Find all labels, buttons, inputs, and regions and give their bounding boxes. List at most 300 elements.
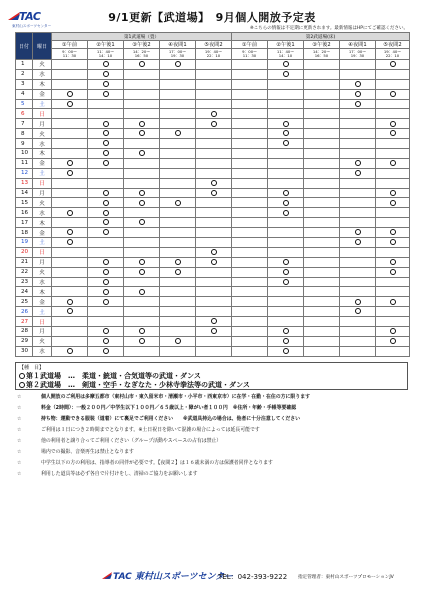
slot-cell <box>160 228 196 238</box>
available-circle-icon <box>103 229 109 235</box>
available-circle-icon <box>103 130 109 136</box>
slot-cell <box>376 149 410 159</box>
slot-cell <box>196 129 232 139</box>
weekday: 月 <box>33 257 52 267</box>
slot-cell <box>340 287 376 297</box>
slot-cell <box>376 119 410 129</box>
slot-cell <box>196 139 232 149</box>
slot-cell <box>88 307 124 317</box>
slot-cell <box>376 168 410 178</box>
slot-cell <box>304 238 340 248</box>
star-icon: ☆ <box>17 416 22 422</box>
slot-cell <box>268 238 304 248</box>
available-circle-icon <box>139 130 145 136</box>
slot-cell <box>88 218 124 228</box>
slot-cell <box>196 178 232 188</box>
weekday: 火 <box>33 336 52 346</box>
weekday: 水 <box>33 277 52 287</box>
footer-logo <box>102 569 232 583</box>
available-circle-icon <box>103 328 109 334</box>
slot-cell <box>52 277 88 287</box>
slot-cell <box>340 238 376 248</box>
available-circle-icon <box>103 210 109 216</box>
weekday: 木 <box>33 149 52 159</box>
note-text: 中学生以下の方の利用は、指導者の同伴が必要です。【夜間２】は１６歳未満の方は保護者同伴となります <box>41 460 273 466</box>
slot-cell <box>88 346 124 356</box>
footer-phone: TEL：042-393-9222 <box>218 573 288 581</box>
slot-cell <box>268 198 304 208</box>
slot-cell <box>88 139 124 149</box>
note-item <box>15 416 410 427</box>
available-circle-icon <box>283 348 289 354</box>
slot-cell <box>340 158 376 168</box>
available-circle-icon <box>390 239 396 245</box>
slot-cell <box>340 168 376 178</box>
day-number: 23 <box>16 277 33 287</box>
table-row <box>16 327 410 337</box>
available-circle-icon <box>139 200 145 206</box>
day-number: 22 <box>16 267 33 277</box>
available-circle-icon <box>139 289 145 295</box>
available-circle-icon <box>283 328 289 334</box>
slot-header: ④夜間1 <box>160 41 196 49</box>
slot-time: 19：40～ 22：10 <box>196 49 232 60</box>
available-circle-icon <box>211 328 217 334</box>
slot-cell <box>160 238 196 248</box>
slot-cell <box>52 69 88 79</box>
slot-cell <box>52 287 88 297</box>
slot-cell <box>232 129 268 139</box>
slot-cell <box>232 168 268 178</box>
available-circle-icon <box>355 229 361 235</box>
available-circle-icon <box>103 150 109 156</box>
legend-hall1-text: 第１武道場 … 柔道・銃道・合気道等の武道・ダンス <box>26 372 201 380</box>
slot-cell <box>232 317 268 327</box>
day-number: 14 <box>16 188 33 198</box>
slot-cell <box>376 139 410 149</box>
slot-time: 9：00～ 11：30 <box>232 49 268 60</box>
table-row <box>16 247 410 257</box>
slot-cell <box>340 336 376 346</box>
logo-word: TAC <box>19 10 41 23</box>
slot-cell <box>304 119 340 129</box>
slot-cell <box>232 257 268 267</box>
slot-cell <box>376 257 410 267</box>
weekday: 日 <box>33 247 52 257</box>
available-circle-icon <box>211 111 217 117</box>
slot-time: 9：00～ 11：30 <box>52 49 88 60</box>
slot-cell <box>232 139 268 149</box>
slot-cell <box>376 198 410 208</box>
slot-cell <box>376 129 410 139</box>
slot-cell <box>124 139 160 149</box>
slot-cell <box>304 60 340 70</box>
slot-cell <box>124 168 160 178</box>
slot-cell <box>376 238 410 248</box>
available-circle-icon <box>283 279 289 285</box>
weekday: 月 <box>33 188 52 198</box>
note-text: 他の利用者と譲り合ってご利用ください（グループ活動やスペースの占有は禁止） <box>41 438 222 444</box>
slot-cell <box>88 129 124 139</box>
slot-cell <box>88 208 124 218</box>
available-circle-icon <box>283 338 289 344</box>
weekday: 火 <box>33 267 52 277</box>
slot-cell <box>124 149 160 159</box>
usage-notes <box>15 394 410 482</box>
slot-cell <box>196 208 232 218</box>
slot-cell <box>160 346 196 356</box>
available-circle-icon <box>67 229 73 235</box>
slot-cell <box>304 247 340 257</box>
slot-cell <box>232 228 268 238</box>
slot-cell <box>340 218 376 228</box>
slot-cell <box>124 69 160 79</box>
weekday: 土 <box>33 99 52 109</box>
slot-cell <box>88 60 124 70</box>
slot-cell <box>268 69 304 79</box>
slot-cell <box>124 317 160 327</box>
slot-cell <box>52 346 88 356</box>
slot-cell <box>340 208 376 218</box>
slot-cell <box>232 69 268 79</box>
slot-cell <box>124 267 160 277</box>
available-circle-icon <box>175 269 181 275</box>
slot-cell <box>124 208 160 218</box>
day-number: 3 <box>16 79 33 89</box>
slot-cell <box>376 60 410 70</box>
slot-cell <box>196 60 232 70</box>
slot-header: ⑤夜間2 <box>196 41 232 49</box>
slot-cell <box>196 188 232 198</box>
slot-cell <box>160 168 196 178</box>
available-circle-icon <box>390 160 396 166</box>
available-circle-icon <box>283 121 289 127</box>
available-circle-icon <box>67 160 73 166</box>
slot-cell <box>268 60 304 70</box>
table-row <box>16 336 410 346</box>
slot-cell <box>88 99 124 109</box>
slot-cell <box>160 208 196 218</box>
available-circle-icon <box>355 160 361 166</box>
slot-cell <box>88 257 124 267</box>
slot-cell <box>160 327 196 337</box>
slot-cell <box>124 60 160 70</box>
slot-cell <box>52 247 88 257</box>
table-row <box>16 119 410 129</box>
slot-cell <box>304 89 340 99</box>
slot-cell <box>232 267 268 277</box>
slot-cell <box>268 267 304 277</box>
slot-cell <box>232 158 268 168</box>
slot-cell <box>304 228 340 238</box>
slot-cell <box>268 208 304 218</box>
slot-cell <box>340 149 376 159</box>
weekday: 水 <box>33 346 52 356</box>
slot-cell <box>88 168 124 178</box>
available-circle-icon <box>103 61 109 67</box>
slot-cell <box>340 69 376 79</box>
slot-cell <box>124 238 160 248</box>
day-number: 7 <box>16 119 33 129</box>
slot-cell <box>124 218 160 228</box>
slot-cell <box>340 79 376 89</box>
slot-cell <box>160 139 196 149</box>
star-icon: ☆ <box>17 449 22 455</box>
table-row <box>16 60 410 70</box>
slot-cell <box>304 198 340 208</box>
slot-cell <box>304 307 340 317</box>
day-number: 18 <box>16 228 33 238</box>
logo-swoosh-icon <box>102 572 112 579</box>
slot-cell <box>340 198 376 208</box>
available-circle-icon <box>139 259 145 265</box>
available-circle-icon <box>139 269 145 275</box>
note-item <box>15 471 410 482</box>
available-circle-icon <box>211 249 217 255</box>
day-number: 1 <box>16 60 33 70</box>
available-circle-icon <box>211 190 217 196</box>
slot-cell <box>160 89 196 99</box>
available-circle-icon <box>283 200 289 206</box>
slot-cell <box>196 327 232 337</box>
available-circle-icon <box>355 91 361 97</box>
slot-cell <box>160 277 196 287</box>
slot-cell <box>196 287 232 297</box>
weekday: 金 <box>33 297 52 307</box>
slot-cell <box>52 109 88 119</box>
slot-cell <box>160 60 196 70</box>
slot-cell <box>232 327 268 337</box>
available-circle-icon <box>390 190 396 196</box>
slot-cell <box>376 277 410 287</box>
table-row <box>16 129 410 139</box>
slot-cell <box>196 89 232 99</box>
note-text: 持ち物：運動できる服装（道着）にて裏足でご利用ください ※武道具持込の場合は、他者に十分注意してください <box>41 416 301 422</box>
slot-header: ①午前 <box>232 41 268 49</box>
slot-cell <box>304 346 340 356</box>
slot-cell <box>376 307 410 317</box>
day-number: 15 <box>16 198 33 208</box>
circle-icon <box>19 373 25 379</box>
slot-cell <box>52 267 88 277</box>
available-circle-icon <box>390 200 396 206</box>
slot-cell <box>376 336 410 346</box>
note-item <box>15 460 410 471</box>
slot-cell <box>196 228 232 238</box>
slot-cell <box>376 208 410 218</box>
available-circle-icon <box>283 259 289 265</box>
slot-cell <box>52 79 88 89</box>
day-number: 10 <box>16 149 33 159</box>
slot-cell <box>52 208 88 218</box>
table-row <box>16 79 410 89</box>
table-row <box>16 257 410 267</box>
available-circle-icon <box>175 259 181 265</box>
slot-cell <box>52 188 88 198</box>
note-item <box>15 394 410 405</box>
available-circle-icon <box>355 299 361 305</box>
slot-cell <box>124 247 160 257</box>
available-circle-icon <box>103 289 109 295</box>
slot-cell <box>268 218 304 228</box>
slot-cell <box>52 89 88 99</box>
slot-cell <box>160 69 196 79</box>
available-circle-icon <box>175 200 181 206</box>
slot-cell <box>88 69 124 79</box>
slot-header: ③午後2 <box>124 41 160 49</box>
table-row <box>16 109 410 119</box>
slot-cell <box>52 218 88 228</box>
slot-cell <box>304 267 340 277</box>
available-circle-icon <box>103 259 109 265</box>
page-title: 9/1更新【武道場】 9月個人開放予定表 <box>108 11 316 24</box>
slot-cell <box>88 336 124 346</box>
slot-header: ③午後2 <box>304 41 340 49</box>
slot-cell <box>304 287 340 297</box>
slot-cell <box>268 109 304 119</box>
slot-cell <box>52 149 88 159</box>
slot-cell <box>160 267 196 277</box>
slot-cell <box>268 277 304 287</box>
slot-cell <box>232 188 268 198</box>
star-icon: ☆ <box>17 471 22 477</box>
slot-cell <box>268 287 304 297</box>
available-circle-icon <box>67 239 73 245</box>
slot-cell <box>160 307 196 317</box>
slot-cell <box>268 297 304 307</box>
table-row <box>16 139 410 149</box>
star-icon: ☆ <box>17 427 22 433</box>
slot-cell <box>340 257 376 267</box>
slot-cell <box>268 346 304 356</box>
slot-cell <box>376 297 410 307</box>
slot-cell <box>52 119 88 129</box>
day-number: 30 <box>16 346 33 356</box>
slot-cell <box>124 228 160 238</box>
slot-cell <box>124 119 160 129</box>
slot-cell <box>232 178 268 188</box>
slot-cell <box>88 267 124 277</box>
day-number: 16 <box>16 208 33 218</box>
slot-cell <box>52 317 88 327</box>
slot-cell <box>376 327 410 337</box>
slot-cell <box>232 247 268 257</box>
slot-cell <box>160 99 196 109</box>
slot-cell <box>88 79 124 89</box>
slot-time: 11：40～ 14：10 <box>88 49 124 60</box>
weekday: 火 <box>33 60 52 70</box>
slot-cell <box>268 188 304 198</box>
slot-cell <box>268 178 304 188</box>
slot-cell <box>124 79 160 89</box>
slot-cell <box>196 149 232 159</box>
slot-cell <box>304 139 340 149</box>
weekday: 月 <box>33 327 52 337</box>
slot-cell <box>124 198 160 208</box>
available-circle-icon <box>283 61 289 67</box>
weekday: 金 <box>33 89 52 99</box>
footer-logo-text: TAC 東村山スポーツセンター <box>113 572 234 582</box>
available-circle-icon <box>283 210 289 216</box>
day-number: 8 <box>16 129 33 139</box>
weekday: 木 <box>33 79 52 89</box>
slot-time: 14：20～ 16：50 <box>124 49 160 60</box>
slot-cell <box>304 69 340 79</box>
available-circle-icon <box>355 101 361 107</box>
slot-cell <box>232 109 268 119</box>
available-circle-icon <box>390 229 396 235</box>
circle-icon <box>19 382 25 388</box>
star-icon: ☆ <box>17 405 22 411</box>
slot-cell <box>340 178 376 188</box>
available-circle-icon <box>139 190 145 196</box>
slot-cell <box>340 89 376 99</box>
slot-cell <box>160 257 196 267</box>
slot-cell <box>52 198 88 208</box>
slot-cell <box>124 297 160 307</box>
slot-cell <box>232 119 268 129</box>
available-circle-icon <box>103 219 109 225</box>
available-circle-icon <box>103 81 109 87</box>
slot-cell <box>232 336 268 346</box>
slot-header: ②午後1 <box>268 41 304 49</box>
available-circle-icon <box>67 91 73 97</box>
available-circle-icon <box>390 269 396 275</box>
schedule-table <box>15 32 410 357</box>
slot-cell <box>88 228 124 238</box>
slot-cell <box>160 188 196 198</box>
slot-cell <box>88 327 124 337</box>
table-row <box>16 297 410 307</box>
note-text: ご利用は１日につき２時間までとなります。※土日祝日を除いて混雑の場合によっては延長可能です <box>41 427 260 433</box>
legend-hall2-text: 第２武道場 … 剣道・空手・なぎなた・少林寺拳法等の武道・ダンス <box>26 381 250 389</box>
available-circle-icon <box>211 259 217 265</box>
weekday: 日 <box>33 109 52 119</box>
slot-cell <box>340 307 376 317</box>
slot-cell <box>196 346 232 356</box>
weekday: 月 <box>33 119 52 129</box>
star-icon: ☆ <box>17 438 22 444</box>
slot-cell <box>88 317 124 327</box>
day-number: 5 <box>16 99 33 109</box>
available-circle-icon <box>390 299 396 305</box>
slot-cell <box>340 228 376 238</box>
slot-cell <box>124 257 160 267</box>
slot-time: 17：00～ 19：30 <box>160 49 196 60</box>
day-number: 11 <box>16 158 33 168</box>
available-circle-icon <box>139 328 145 334</box>
slot-cell <box>304 129 340 139</box>
available-circle-icon <box>390 259 396 265</box>
slot-cell <box>268 307 304 317</box>
slot-cell <box>268 79 304 89</box>
slot-cell <box>52 327 88 337</box>
available-circle-icon <box>67 348 73 354</box>
slot-cell <box>232 297 268 307</box>
slot-cell <box>304 277 340 287</box>
available-circle-icon <box>283 190 289 196</box>
table-row <box>16 317 410 327</box>
slot-cell <box>232 287 268 297</box>
slot-cell <box>124 158 160 168</box>
slot-cell <box>124 178 160 188</box>
date-column-header: 日付 <box>16 33 33 60</box>
available-circle-icon <box>103 269 109 275</box>
star-icon: ☆ <box>17 394 22 400</box>
available-circle-icon <box>139 121 145 127</box>
note-text: 個人開放のご利用は多摩五都市（東村山市・東久留米市・清瀬市・小平市・西東京市）に在学・在勤・在住の方に限ります <box>41 394 310 400</box>
weekday: 日 <box>33 317 52 327</box>
